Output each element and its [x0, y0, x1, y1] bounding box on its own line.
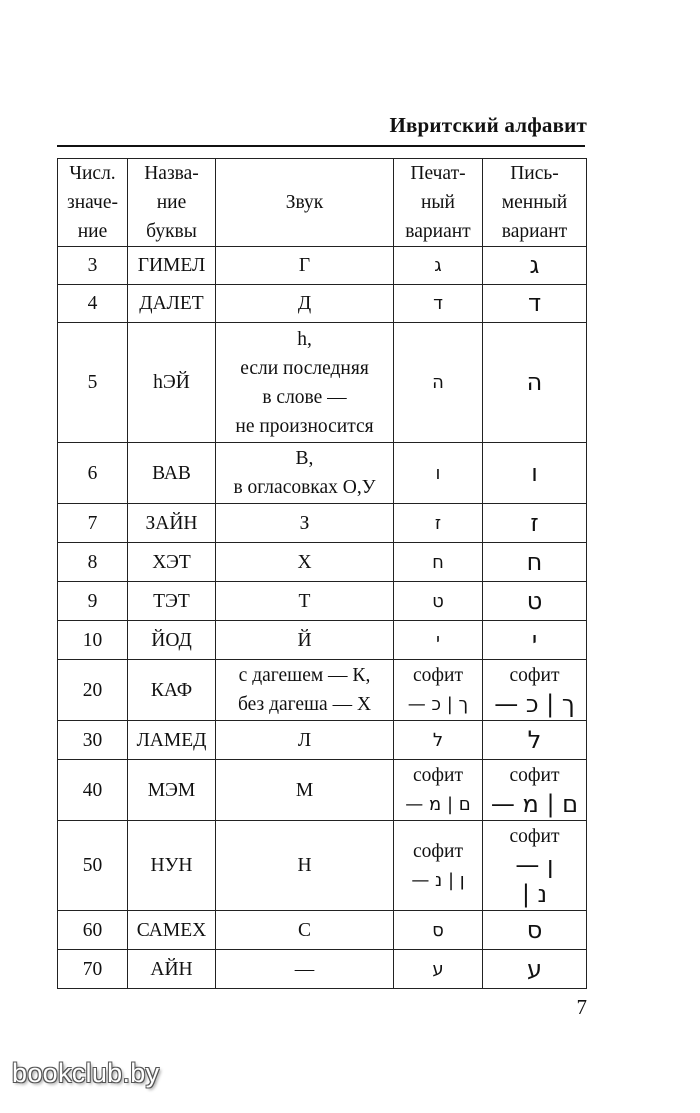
- cell-script-line: ח: [526, 547, 543, 576]
- table-row: [58, 660, 587, 721]
- cell-script: [483, 443, 587, 504]
- cell-name: НУН: [128, 821, 216, 911]
- cell-print: [394, 760, 483, 821]
- cell-print-line: ה: [432, 372, 444, 393]
- cell-sound: [216, 621, 394, 660]
- cell-print-line: — ן | נ: [411, 869, 465, 891]
- cell-name: ГИМЕЛ: [128, 247, 216, 285]
- table-row: [58, 950, 587, 989]
- cell-print-line: ד: [433, 293, 443, 314]
- cell-print: [394, 821, 483, 911]
- cell-print: [394, 443, 483, 504]
- cell-script: [483, 504, 587, 543]
- cell-print: [394, 721, 483, 760]
- cell-script-line: ל: [527, 725, 542, 754]
- cell-print-line: ז: [434, 512, 442, 534]
- cell-print-line: софит: [413, 765, 463, 786]
- header-script-line: Пись-: [510, 163, 559, 184]
- cell-script-line: ו: [531, 458, 538, 487]
- cell-name: ХЭТ: [128, 543, 216, 582]
- header-print: [394, 159, 483, 247]
- cell-script: [483, 323, 587, 443]
- cell-print: [394, 621, 483, 660]
- table-row: [58, 543, 587, 582]
- cell-print: [394, 911, 483, 950]
- cell-print-line: — ך | כ: [407, 694, 469, 715]
- header-name-line: ние: [156, 192, 187, 213]
- cell-print-line: ט: [432, 590, 444, 612]
- cell-script-line: ג: [529, 251, 540, 279]
- table-body: [58, 247, 587, 989]
- cell-sound: [216, 443, 394, 504]
- cell-script-line: — ם | מ: [490, 790, 579, 818]
- cell-sound-line: h,: [297, 328, 312, 350]
- cell-num: 8: [58, 543, 128, 582]
- cell-sound-line: З: [299, 512, 310, 534]
- watermark: bookclub.by: [12, 1058, 160, 1088]
- cell-sound-line: в слове —: [262, 386, 347, 408]
- cell-sound-line: —: [294, 958, 315, 980]
- cell-print-line: софит: [413, 840, 463, 862]
- cell-print-line: ח: [432, 551, 444, 573]
- cell-script-line: י: [531, 625, 538, 654]
- cell-sound-line: В,: [295, 448, 314, 469]
- cell-sound-line: С: [297, 919, 311, 941]
- table-row: [58, 821, 587, 911]
- cell-num: 9: [58, 582, 128, 621]
- cell-script-line: — ן: [515, 851, 554, 879]
- cell-print: [394, 504, 483, 543]
- cell-sound-line: Х: [297, 551, 312, 573]
- cell-num: 40: [58, 760, 128, 821]
- cell-sound: [216, 821, 394, 911]
- cell-sound: [216, 911, 394, 950]
- cell-num: 50: [58, 821, 128, 911]
- cell-print-line: — ם | מ: [405, 794, 471, 815]
- cell-sound-line: если последняя: [240, 357, 369, 379]
- cell-sound: [216, 323, 394, 443]
- header-print-line: ный: [421, 192, 455, 213]
- header-script-line: менный: [501, 192, 568, 213]
- cell-sound-line: Й: [297, 629, 312, 651]
- page-title: Ивритский алфавит: [389, 113, 587, 137]
- cell-script: [483, 582, 587, 621]
- cell-sound-line: в огласовках О,У: [233, 477, 376, 498]
- cell-script: [483, 911, 587, 950]
- table-row: [58, 443, 587, 504]
- cell-script: [483, 543, 587, 582]
- table-row: [58, 911, 587, 950]
- cell-print-line: י: [435, 629, 441, 651]
- cell-name: МЭМ: [128, 760, 216, 821]
- cell-sound-line: не произносится: [235, 415, 374, 437]
- header-name: [128, 159, 216, 247]
- header-name-line: Назва-: [144, 163, 199, 184]
- cell-sound-line: Н: [297, 855, 312, 876]
- alphabet-table: [57, 158, 587, 989]
- cell-script-line: софит: [509, 665, 560, 686]
- table-row: [58, 323, 587, 443]
- cell-sound-line: без дагеша — Х: [237, 694, 372, 715]
- header-num: [58, 159, 128, 247]
- cell-num: 5: [58, 323, 128, 443]
- cell-script-line: ה: [526, 368, 543, 396]
- cell-sound: [216, 721, 394, 760]
- cell-sound-line: М: [295, 779, 314, 801]
- cell-sound: [216, 760, 394, 821]
- cell-sound: [216, 504, 394, 543]
- header-print-line: вариант: [405, 221, 471, 242]
- cell-num: 3: [58, 247, 128, 285]
- cell-num: 70: [58, 950, 128, 989]
- cell-name: ЗАЙН: [128, 504, 216, 543]
- page-number: 7: [576, 995, 587, 1019]
- cell-sound-line: Т: [298, 590, 311, 612]
- cell-sound-line: с дагешем — К,: [238, 665, 371, 686]
- cell-name: ЙОД: [128, 621, 216, 660]
- cell-sound: [216, 950, 394, 989]
- table-row: [58, 760, 587, 821]
- header-sound: Звук: [216, 159, 394, 247]
- cell-num: 7: [58, 504, 128, 543]
- table-row: [58, 247, 587, 285]
- table-row: [58, 582, 587, 621]
- cell-script-line: — ך | כ: [494, 690, 575, 718]
- cell-sound: [216, 285, 394, 323]
- cell-name: АЙН: [128, 950, 216, 989]
- table-row: [58, 721, 587, 760]
- cell-print-line: ג: [434, 255, 442, 276]
- cell-num: 30: [58, 721, 128, 760]
- cell-sound-line: Г: [298, 255, 311, 276]
- table-row: [58, 621, 587, 660]
- cell-script: [483, 821, 587, 911]
- cell-name: ЛАМЕД: [128, 721, 216, 760]
- header-script-line: вариант: [501, 221, 568, 242]
- cell-script: [483, 950, 587, 989]
- cell-print: [394, 285, 483, 323]
- cell-name: САМЕХ: [128, 911, 216, 950]
- header-num-line: значе-: [67, 192, 118, 213]
- cell-script-line: софит: [509, 826, 560, 847]
- cell-script: [483, 621, 587, 660]
- header-print-line: Печат-: [410, 163, 466, 184]
- cell-print: [394, 543, 483, 582]
- table-header-row: [58, 159, 587, 247]
- cell-sound-line: Л: [297, 729, 312, 751]
- header-rule: [57, 145, 585, 147]
- cell-script-line: | נ: [521, 880, 548, 908]
- cell-num: 10: [58, 621, 128, 660]
- cell-name: ДАЛЕТ: [128, 285, 216, 323]
- cell-print: [394, 660, 483, 721]
- cell-sound: [216, 660, 394, 721]
- cell-script: [483, 285, 587, 323]
- cell-sound-line: Д: [297, 293, 312, 314]
- cell-script-line: ז: [530, 508, 539, 537]
- cell-script-line: софит: [509, 765, 560, 786]
- cell-name: КАФ: [128, 660, 216, 721]
- cell-sound: [216, 582, 394, 621]
- cell-sound: [216, 543, 394, 582]
- cell-print: [394, 950, 483, 989]
- cell-name: hЭЙ: [128, 323, 216, 443]
- cell-script-line: ס: [526, 915, 543, 944]
- header-script: [483, 159, 587, 247]
- cell-num: 6: [58, 443, 128, 504]
- header-num-line: ние: [77, 221, 108, 242]
- header-name-line: буквы: [146, 221, 197, 242]
- cell-num: 4: [58, 285, 128, 323]
- cell-script: [483, 247, 587, 285]
- cell-script: [483, 660, 587, 721]
- cell-print: [394, 247, 483, 285]
- table-row: [58, 285, 587, 323]
- cell-script: [483, 721, 587, 760]
- cell-print: [394, 323, 483, 443]
- cell-print-line: ו: [435, 462, 441, 484]
- cell-script-line: ד: [527, 289, 542, 317]
- table-row: [58, 504, 587, 543]
- cell-script-line: ט: [526, 586, 543, 615]
- cell-num: 20: [58, 660, 128, 721]
- cell-print-line: ע: [432, 958, 444, 980]
- cell-name: ВАВ: [128, 443, 216, 504]
- cell-script: [483, 760, 587, 821]
- cell-num: 60: [58, 911, 128, 950]
- cell-print-line: софит: [413, 665, 463, 686]
- cell-sound: [216, 247, 394, 285]
- cell-script-line: ע: [526, 954, 543, 983]
- cell-print-line: ל: [432, 729, 444, 751]
- cell-print-line: ס: [432, 919, 444, 941]
- cell-print: [394, 582, 483, 621]
- header-num-line: Числ.: [69, 163, 116, 184]
- cell-name: ТЭТ: [128, 582, 216, 621]
